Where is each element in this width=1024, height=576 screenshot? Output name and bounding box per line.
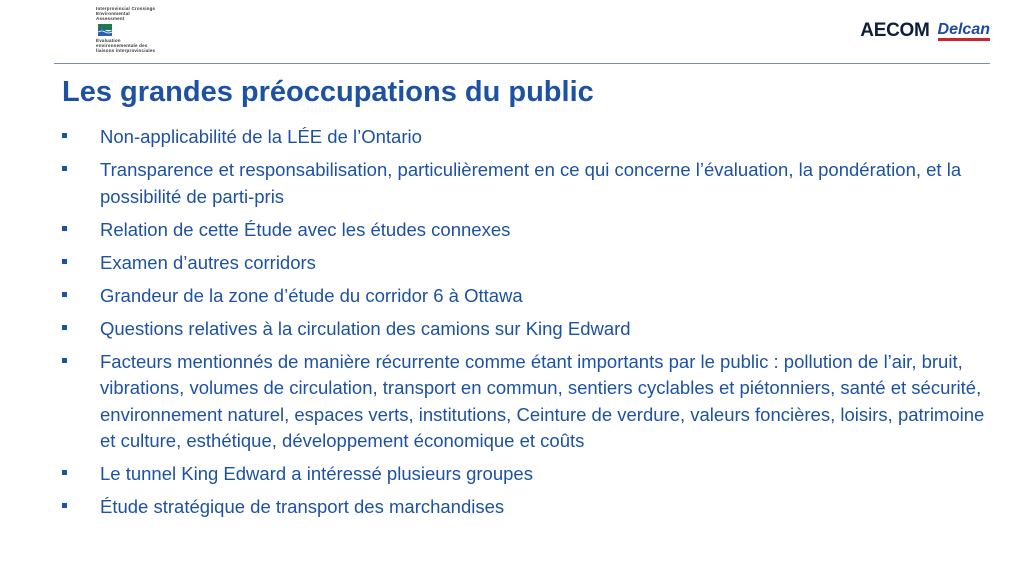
list-item [60, 217, 990, 244]
logo-line: Assessment [96, 16, 125, 21]
logo-line: environnementale des [96, 43, 148, 48]
bullet-square-icon [62, 259, 67, 264]
list-item [60, 349, 990, 455]
list-item [60, 124, 990, 151]
aecom-logo: AECOM [860, 20, 930, 41]
list-item-text: Le tunnel King Edward a intéressé plusieurs groupes [100, 463, 533, 484]
bullet-square-icon [62, 226, 67, 231]
logo-line: liaisons interprovinciales [96, 48, 156, 53]
list-item [60, 250, 990, 277]
logo-french-text [96, 38, 178, 53]
list-item [60, 157, 990, 210]
delcan-logo: Delcan [938, 22, 990, 41]
list-item-text: Facteurs mentionnés de manière récurrente comme étant importants par le public : pollution de l’air, bruit, vibrations, volumes de circulation, transport en commun, sentiers cyclables et piétonniers, santé et sécurité, environnement naturel, espaces verts, institutions, Ceinture de verdure, valeurs foncières, loisirs, patrimoine et culture, esthétique, développement économique et coûts [100, 350, 985, 451]
list-item-text: Étude stratégique de transport des marchandises [100, 496, 505, 517]
list-item [60, 461, 990, 488]
list-item-text: Grandeur de la zone d’étude du corridor 6 à Ottawa [100, 284, 523, 306]
page-title: Les grandes préoccupations du public [62, 76, 594, 108]
logo-line: Évaluation [96, 38, 121, 43]
list-item-text: Examen d’autres corridors [100, 251, 316, 273]
logo-english-text [96, 6, 178, 21]
bullet-square-icon [62, 133, 67, 138]
bullet-square-icon [62, 292, 67, 297]
logo-line: Environmental [96, 11, 130, 16]
logo-line: Interprovincial Crossings [96, 6, 156, 11]
project-logo [96, 4, 178, 62]
list-item-text: Questions relatives à la circulation des camions sur King Edward [100, 317, 631, 339]
concerns-list [60, 124, 990, 527]
list-item-text: Transparence et responsabilisation, particulièrement en ce qui concerne l’évaluation, la pondération, et la possibilité de parti-pris [100, 159, 962, 207]
river-bridge-icon [98, 24, 112, 36]
list-item-text: Non-applicabilité de la LÉE de l’Ontario [100, 126, 422, 147]
list-item [60, 283, 990, 310]
partner-logos [860, 20, 990, 42]
list-item [60, 316, 990, 343]
bullet-square-icon [62, 503, 67, 508]
bullet-square-icon [62, 166, 67, 171]
bullet-square-icon [62, 470, 67, 475]
bullet-square-icon [62, 358, 67, 363]
header-divider [54, 63, 990, 64]
bullet-square-icon [62, 325, 67, 330]
list-item-text: Relation de cette Étude avec les études connexes [100, 218, 511, 240]
list-item [60, 494, 990, 521]
